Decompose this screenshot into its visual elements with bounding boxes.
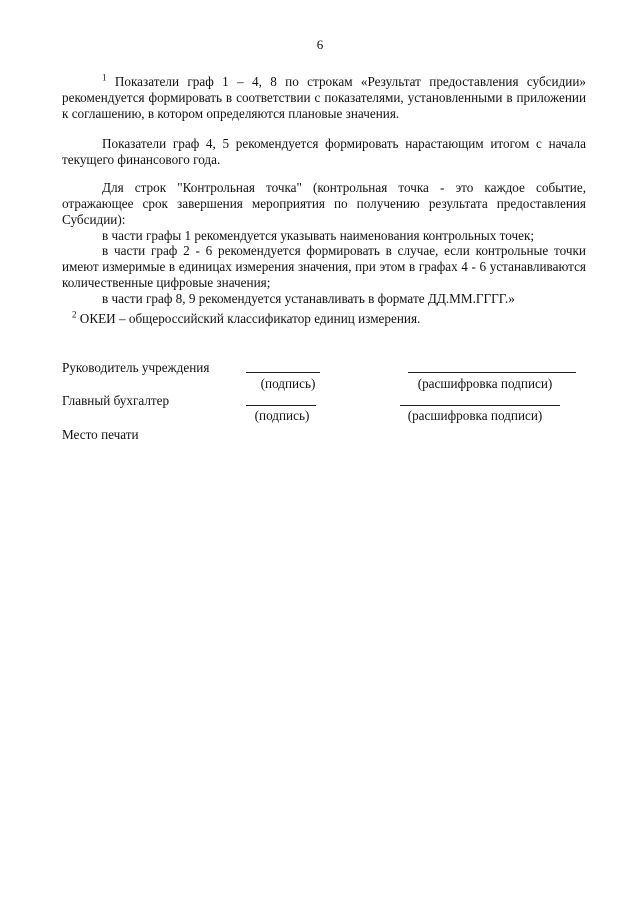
head-signature-caption: (подпись) bbox=[260, 376, 316, 391]
head-decode-caption: (расшифровка подписи) bbox=[417, 376, 553, 391]
bullet-columns-2-6: в части граф 2 - 6 рекомендуется формировать в случае, если контрольные точки имеют измеримые в единицах измерения значения, при этом в графах 4 - 6 устанавливаются количественные цифровые значения; bbox=[62, 243, 586, 291]
footnote-1-text: Показатели граф 1 – 4, 8 по строкам «Результат предоставления субсидии» рекомендуется формировать в соответствии с показателями, установленными в приложении к соглашению, в котором определяются плановые значения. bbox=[62, 74, 587, 122]
head-decode-line bbox=[408, 372, 576, 373]
footnote-2-text: ОКЕИ – общероссийский классификатор единиц измерения. bbox=[79, 311, 421, 326]
head-signature-line bbox=[246, 372, 320, 373]
footnote-2 bbox=[72, 311, 586, 327]
accountant-signature-caption: (подпись) bbox=[254, 408, 310, 423]
accountant-decode-caption: (расшифровка подписи) bbox=[407, 408, 543, 423]
footnote-1-marker: 1 bbox=[102, 72, 107, 83]
accountant-signature-line bbox=[246, 405, 316, 406]
chief-accountant-label: Главный бухгалтер bbox=[62, 393, 170, 408]
footnote-2-marker: 2 bbox=[72, 309, 77, 320]
paragraph-cumulative: Показатели граф 4, 5 рекомендуется формировать нарастающим итогом с начала текущего финансового года. bbox=[62, 136, 586, 168]
footnote-1 bbox=[62, 74, 586, 123]
stamp-place-label: Место печати bbox=[62, 427, 139, 442]
paragraph-control-point: Для строк "Контрольная точка" (контрольная точка - это каждое событие, отражающее срок завершения мероприятия по получению результата предоставления Субсидии): bbox=[62, 180, 586, 228]
accountant-decode-line bbox=[400, 405, 560, 406]
page-number: 6 bbox=[316, 37, 324, 52]
head-of-institution-label: Руководитель учреждения bbox=[62, 360, 210, 375]
bullet-column-1: в части графы 1 рекомендуется указывать наименования контрольных точек; bbox=[102, 228, 535, 243]
bullet-columns-8-9: в части граф 8, 9 рекомендуется устанавливать в формате ДД.ММ.ГГГГ.» bbox=[102, 291, 515, 306]
